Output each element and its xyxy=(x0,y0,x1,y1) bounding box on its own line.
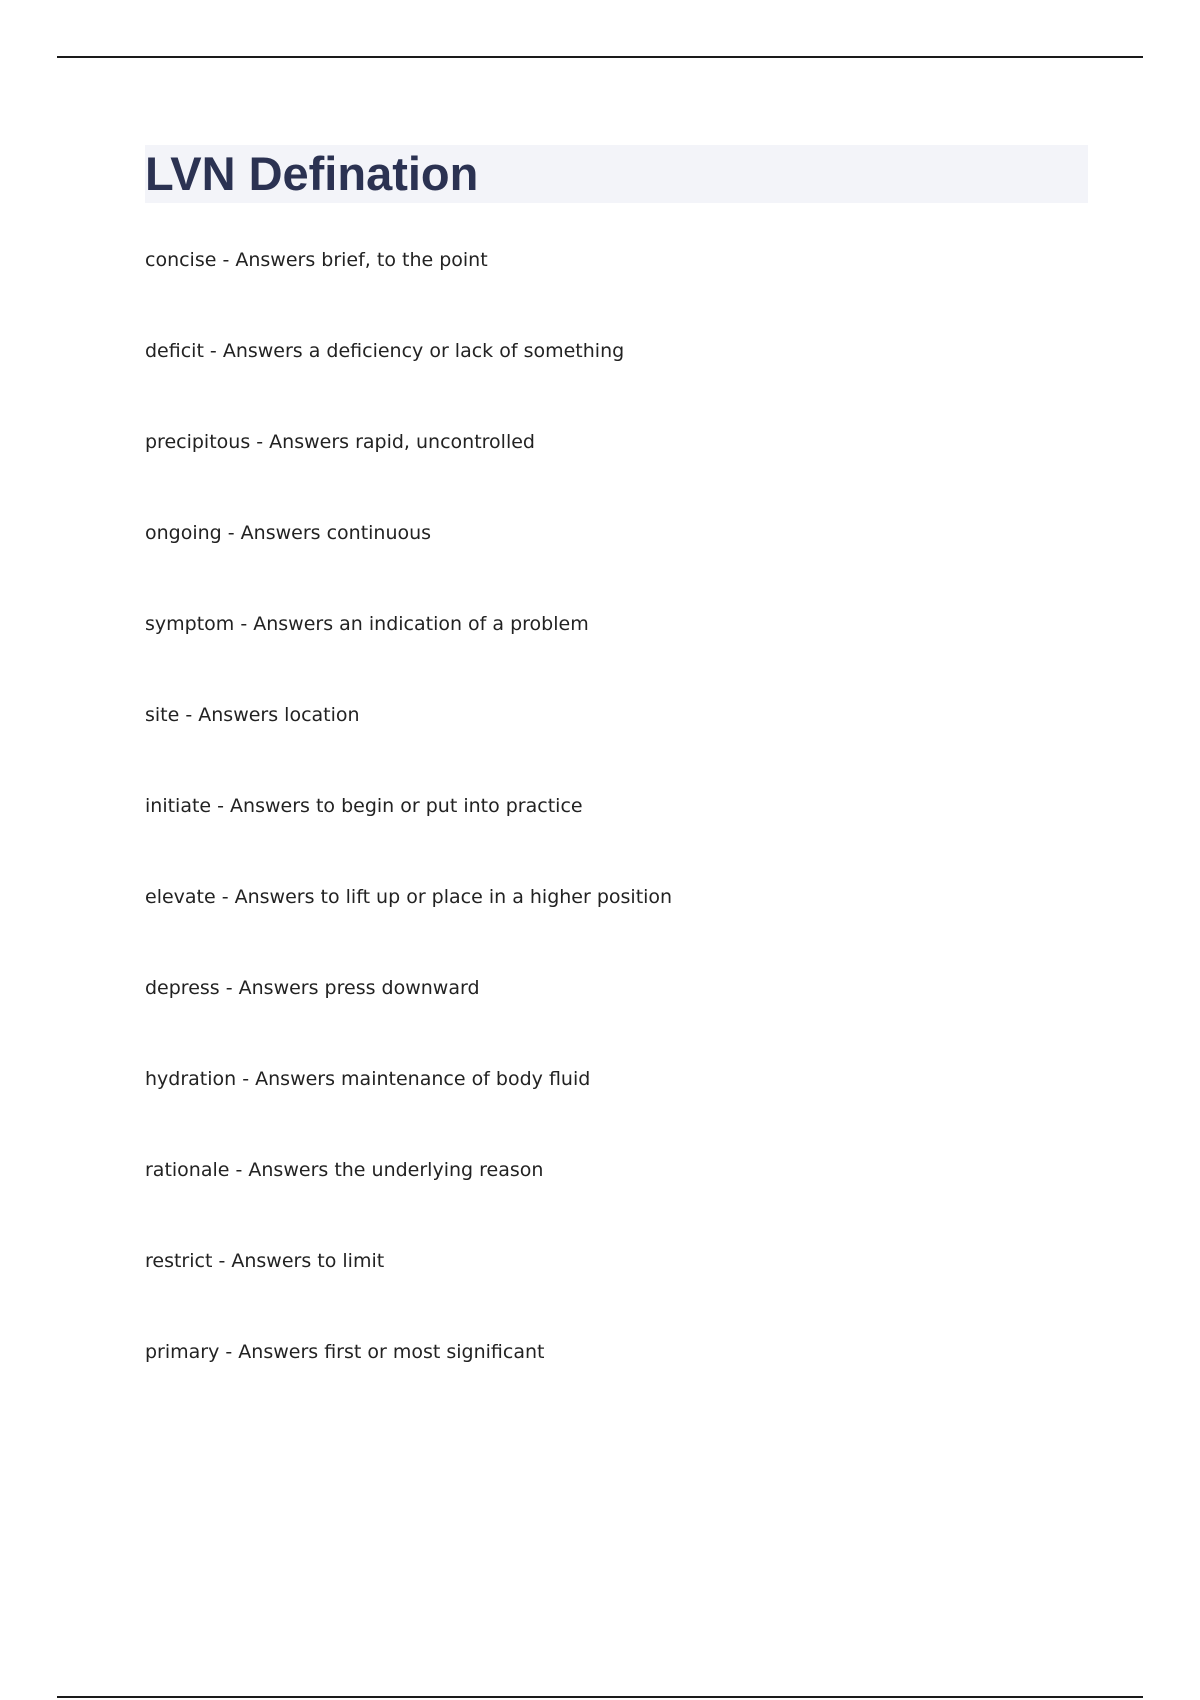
definition-item: site - Answers location xyxy=(145,704,360,726)
header-rule xyxy=(57,56,1143,58)
definition-item: elevate - Answers to lift up or place in a higher position xyxy=(145,886,673,908)
definition-item: precipitous - Answers rapid, uncontrolled xyxy=(145,431,535,453)
definition-item: primary - Answers first or most significant xyxy=(145,1341,545,1363)
definition-item: hydration - Answers maintenance of body fluid xyxy=(145,1068,591,1090)
definition-item: initiate - Answers to begin or put into practice xyxy=(145,795,583,817)
definition-item: concise - Answers brief, to the point xyxy=(145,249,488,271)
definition-item: ongoing - Answers continuous xyxy=(145,522,432,544)
definition-item: deficit - Answers a deficiency or lack of something xyxy=(145,340,625,362)
footer-rule xyxy=(57,1696,1143,1698)
definition-list xyxy=(145,247,672,1430)
definition-item: restrict - Answers to limit xyxy=(145,1250,385,1272)
definition-item: rationale - Answers the underlying reason xyxy=(145,1159,544,1181)
definition-item: symptom - Answers an indication of a problem xyxy=(145,613,589,635)
definition-item: depress - Answers press downward xyxy=(145,977,480,999)
page-title: LVN Defination xyxy=(145,147,479,200)
